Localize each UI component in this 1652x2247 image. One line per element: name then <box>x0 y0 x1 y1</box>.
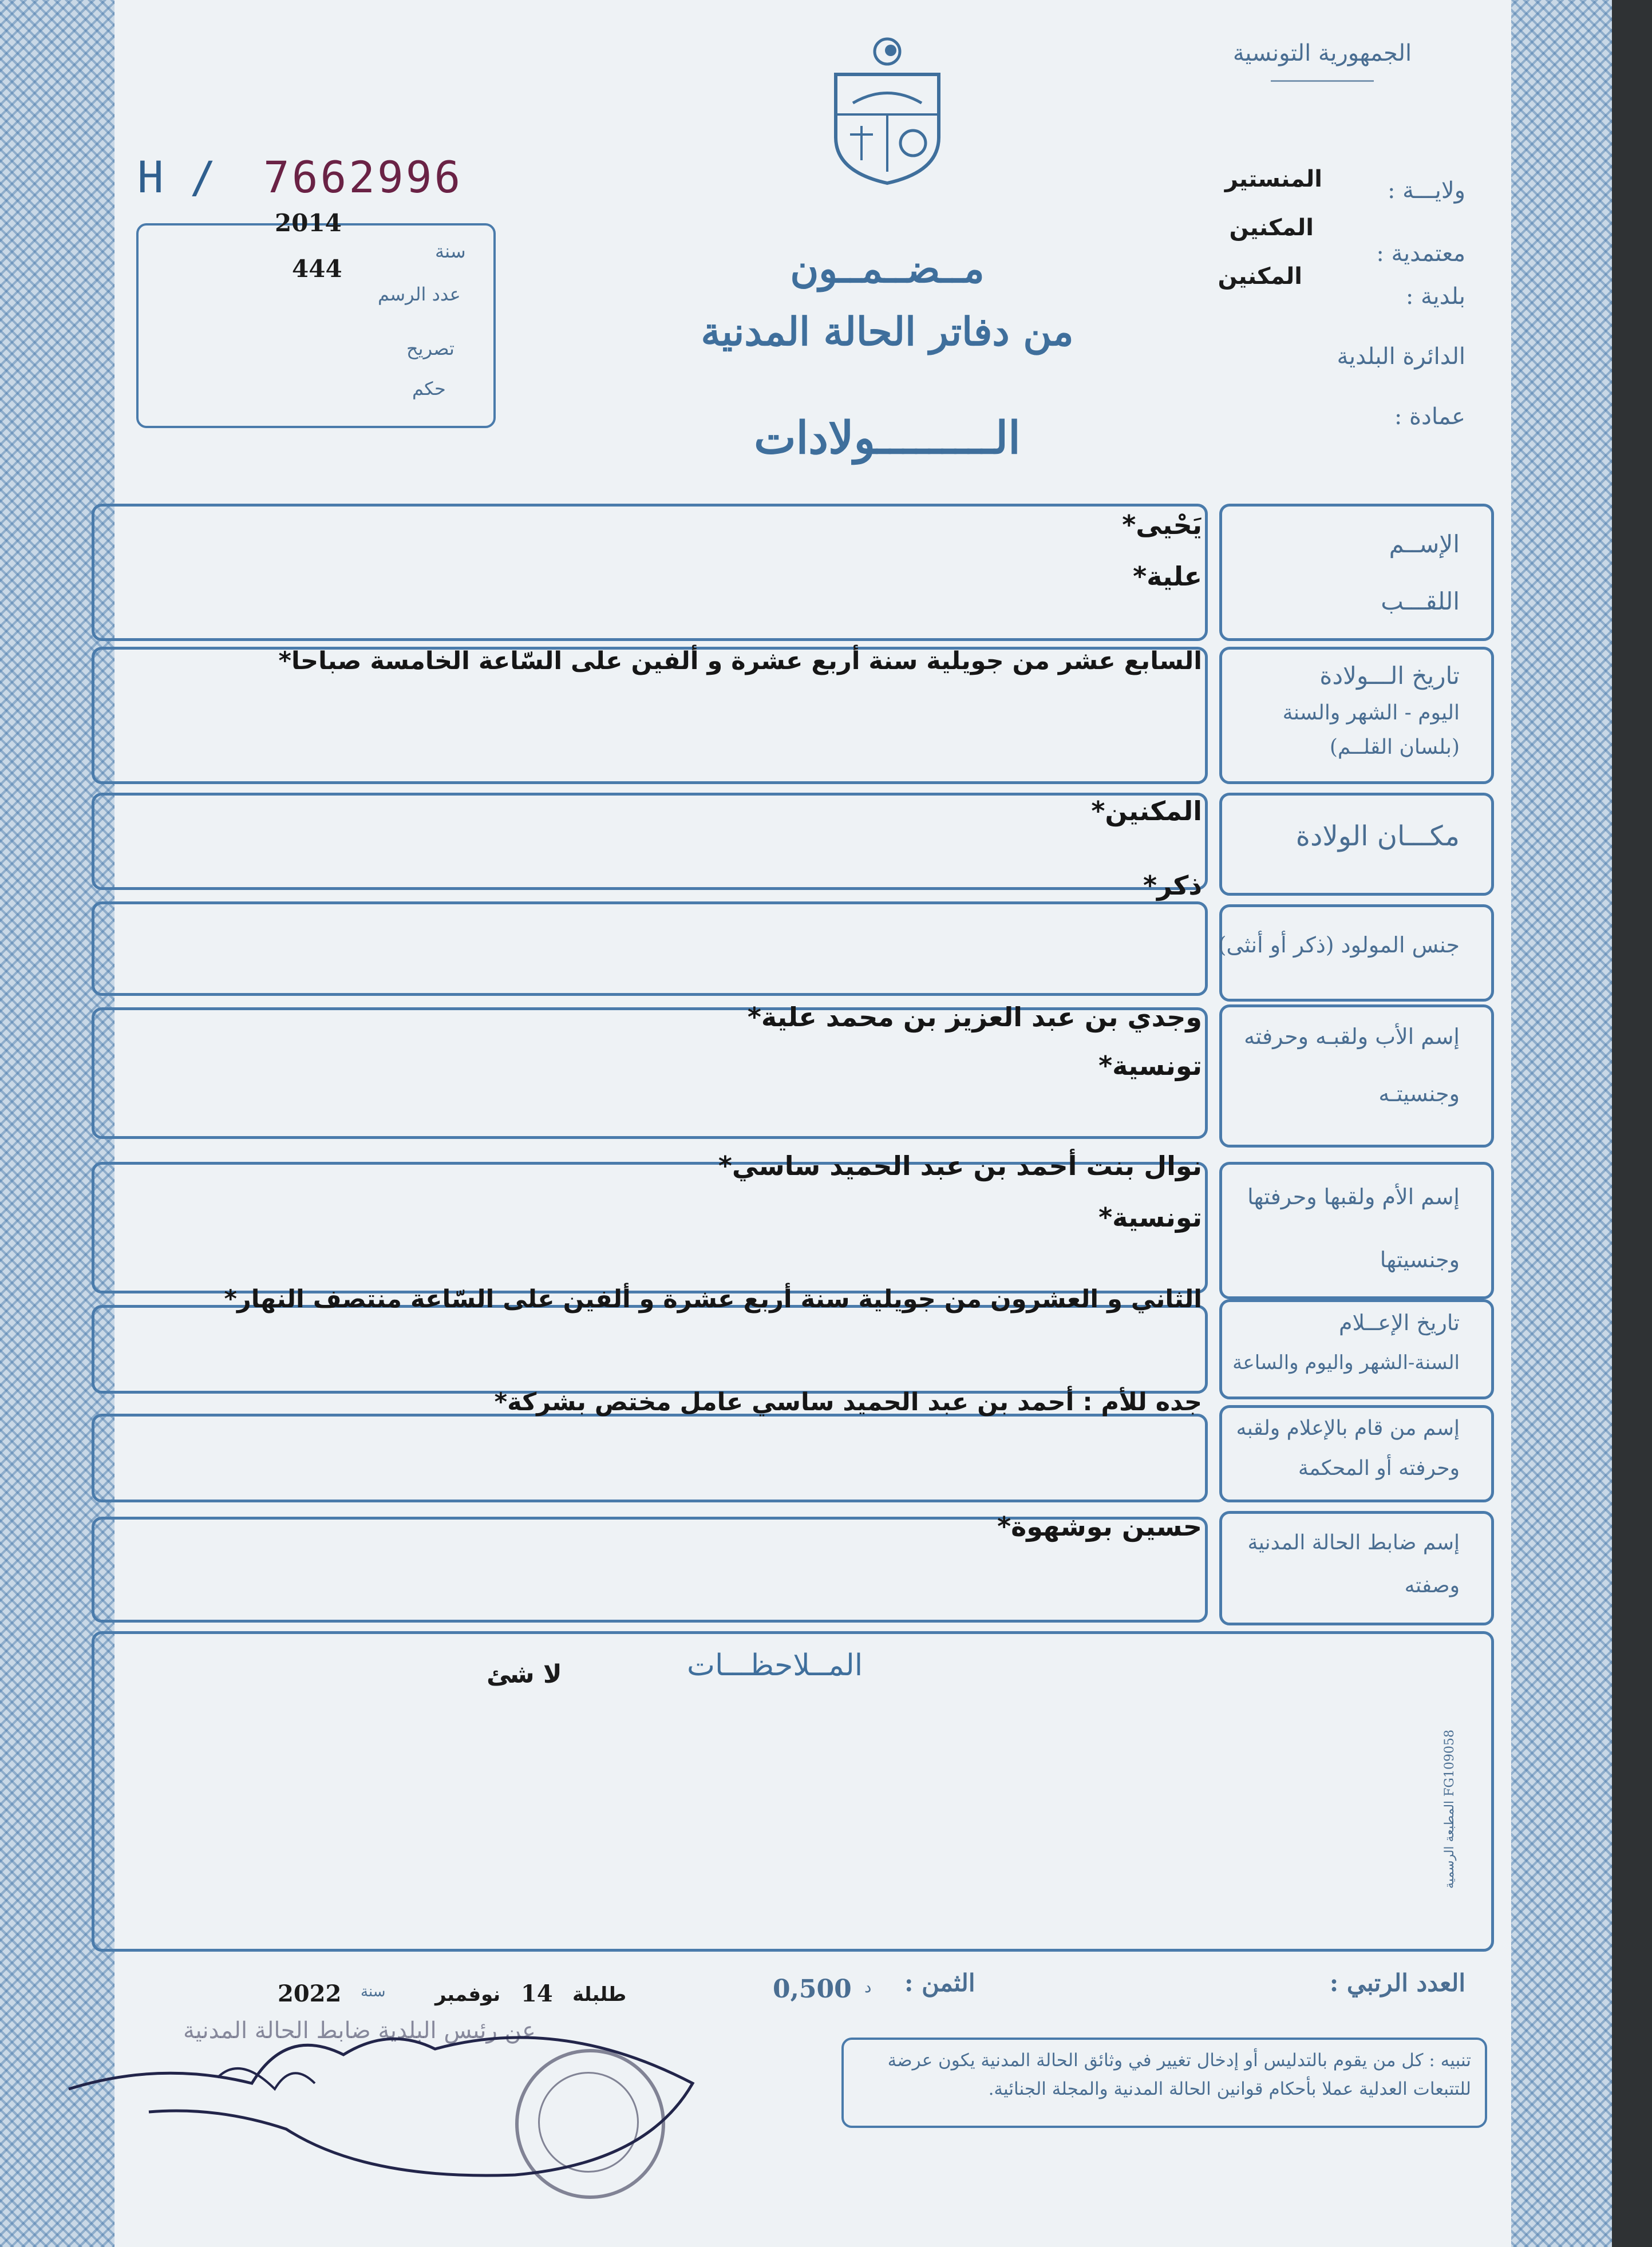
field-surname-label: اللقـــب <box>1381 587 1460 615</box>
record-number-value: 444 <box>292 255 342 283</box>
record-year-value: 2014 <box>275 209 342 237</box>
value-box-gender <box>92 901 1208 996</box>
record-year-label: سنة <box>435 240 466 262</box>
field-declarant-label: إسم من قام بالإعلام ولقبه <box>1236 1417 1460 1440</box>
signature-icon <box>46 1992 733 2186</box>
baladia-value: المكنين <box>1218 263 1302 290</box>
field-birth-date-sub-label: اليوم - الشهر والسنة <box>1282 701 1460 725</box>
officer-stamp-text: عن رئيس البلدية ضابط الحالة المدنية <box>183 2017 536 2044</box>
baladia-label: بلدية : <box>1405 283 1465 310</box>
field-officer-value: حسين بوشهوة* <box>997 1511 1202 1542</box>
price-unit: د <box>864 1977 872 1996</box>
wilaya-value: المنستير <box>1224 166 1322 192</box>
field-declaration-date-label: تاريخ الإعــلام <box>1338 1310 1460 1335</box>
field-declarant-sub-label: وحرفته أو المحكمة <box>1298 1457 1460 1480</box>
field-gender-label: جنس المولود (ذكر أو أنثى) <box>1218 932 1460 958</box>
field-mother-nationality-label: وجنسيتها <box>1380 1247 1460 1272</box>
value-box-name <box>92 504 1208 641</box>
price-value: 0,500 <box>773 1975 852 2004</box>
field-mother-nationality-value: تونسية* <box>1098 1202 1202 1233</box>
field-father-label: إسم الأب ولقبـه وحرفته <box>1244 1024 1460 1049</box>
serial-prefix: H / <box>137 152 216 203</box>
day-value: 14 <box>521 1980 553 2007</box>
field-birth-date-label: تاريخ الـــولادة <box>1319 662 1460 690</box>
republic-title: الجمهورية التونسية <box>1232 40 1412 66</box>
motamadia-value: المكنين <box>1229 215 1314 241</box>
label-box-name <box>1219 504 1494 641</box>
printer-mark: المطبعة الرسمية FG109058 <box>1442 1730 1457 1889</box>
field-surname-value: علية* <box>1133 561 1202 592</box>
wilaya-label: ولايـــة : <box>1387 177 1465 204</box>
field-declaration-date-value: الثاني و العشرون من جويلية سنة أربع عشرة و ألفين على السّاعة منتصف النهار* <box>224 1285 1202 1314</box>
coat-of-arms-icon <box>819 29 956 189</box>
title-births: الـــــــــولادات <box>754 412 1021 464</box>
field-mother-label: إسم الأم ولقبها وحرفتها <box>1247 1184 1460 1209</box>
warning-text: تنبيه : كل من يقوم بالتدليس أو إدخال تغيير في وثائق الحالة المدنية يكون عرضة للتتبعات العدلية عملا بأحكام قوانين الحالة المدنية والمجلة الجنائية. <box>887 2050 1471 2099</box>
document-body <box>114 0 1511 2247</box>
field-birth-date-pen-label: (بلسان القلــم) <box>1329 735 1460 759</box>
field-officer-sub-label: وصفته <box>1404 1574 1460 1597</box>
record-judgment-label: حكم <box>412 378 446 399</box>
serial-label: العدد الرتبي : <box>1329 1969 1465 1997</box>
field-name-value: يَحْيى* <box>1122 509 1202 540</box>
serial-number: 7662996 <box>263 152 463 203</box>
field-father-nationality-label: وجنسيتـه <box>1378 1081 1460 1106</box>
field-birth-date-value: السابع عشر من جويلية سنة أربع عشرة و ألفين على السّاعة الخامسة صباحا* <box>278 647 1202 675</box>
record-number-label: عدد الرسم <box>378 283 461 305</box>
field-gender-value: ذكر* <box>1143 870 1202 901</box>
field-declaration-date-sub-label: السنة-الشهر واليوم والساعة <box>1232 1351 1460 1374</box>
remarks-label: المــلاحظـــات <box>687 1648 863 1683</box>
title-line-2: من دفاتر الحالة المدنية <box>701 309 1074 355</box>
field-birth-place-label: مكـــان الولادة <box>1295 820 1460 852</box>
field-father-nationality-value: تونسية* <box>1098 1050 1202 1081</box>
month-value: نوفمبر <box>435 1983 501 2006</box>
value-box-declarant <box>92 1414 1208 1502</box>
field-declarant-value: جده للأم : أحمد بن عبد الحميد ساسي عامل مختص بشركة* <box>494 1388 1202 1417</box>
field-officer-label: إسم ضابط الحالة المدنية <box>1247 1531 1460 1554</box>
field-father-value: وجدي بن عبد العزيز بن محمد علية* <box>747 1002 1202 1032</box>
field-name-label: الإســم <box>1389 530 1460 558</box>
field-birth-place-value: المكنين* <box>1091 796 1202 826</box>
request-label: طلبلة <box>572 1983 627 2006</box>
price-label: الثمن : <box>904 1969 975 1997</box>
background-edge <box>1612 0 1652 2247</box>
value-box-declaration-date <box>92 1305 1208 1394</box>
value-box-mother <box>92 1162 1208 1293</box>
divider <box>1271 80 1374 82</box>
field-mother-value: نوال بنت أحمد بن عبد الحميد ساسي* <box>718 1150 1202 1181</box>
daira-label: الدائرة البلدية <box>1337 343 1465 370</box>
motamadia-label: معتمدية : <box>1376 240 1465 267</box>
year-label: سنة <box>361 1983 386 2000</box>
record-declaration-label: تصريح <box>406 338 455 359</box>
omada-label: عمادة : <box>1394 403 1465 430</box>
remarks-value: لا شئ <box>487 1660 562 1689</box>
title-line-1: مــضــمــون <box>790 246 985 292</box>
year-value: 2022 <box>278 1980 342 2007</box>
value-box-birth-place <box>92 793 1208 890</box>
